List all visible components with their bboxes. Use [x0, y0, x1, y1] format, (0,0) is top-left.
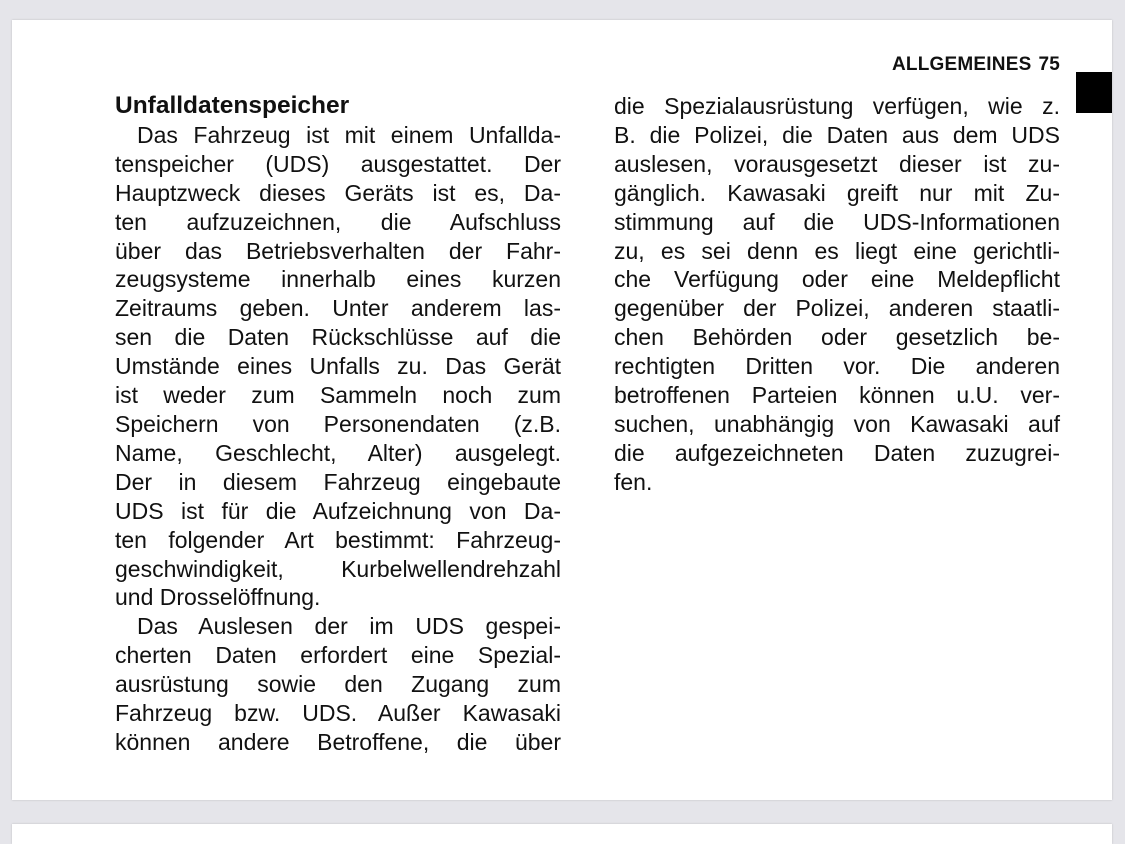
text-line: Der in diesem Fahrzeug eingebaute: [115, 468, 561, 495]
text-line: sen die Daten Rückschlüsse auf die: [115, 324, 561, 351]
text-line: suchen, unabhängig von Kawasaki auf: [614, 410, 1060, 437]
text-line: B. die Polizei, die Daten aus dem UDS: [614, 121, 1060, 148]
text-line: ausrüstung sowie den Zugang zum: [115, 671, 561, 698]
section-thumb-tab: [1076, 72, 1112, 113]
text-line: stimmung auf die UDS-Informationen: [614, 208, 1060, 235]
left-column: [115, 92, 561, 757]
paragraph-2-continued: [614, 92, 1060, 497]
text-line: gegenüber der Polizei, anderen staatli-: [614, 295, 1060, 322]
text-line: chen Behörden oder gesetzlich be-: [614, 324, 1060, 351]
text-line: können andere Betroffene, die über: [115, 728, 561, 755]
text-line: Das Fahrzeug ist mit einem Unfallda-: [137, 121, 561, 148]
next-page-edge: [12, 824, 1112, 844]
paragraph-1: [115, 121, 561, 612]
text-line: ten folgender Art bestimmt: Fahrzeug-: [115, 526, 561, 553]
text-line: ist weder zum Sammeln noch zum: [115, 382, 561, 409]
section-heading: Unfalldatenspeicher: [115, 92, 350, 119]
page-number: 75: [1038, 54, 1060, 75]
text-line: und Drosselöffnung.: [115, 584, 321, 611]
text-line: rechtigten Dritten vor. Die anderen: [614, 353, 1060, 380]
text-line: UDS ist für die Aufzeichnung von Da-: [115, 497, 561, 524]
text-line: zeugsysteme innerhalb eines kurzen: [115, 266, 561, 293]
text-line: die aufgezeichneten Daten zuzugrei-: [614, 439, 1060, 466]
text-line: cherten Daten erfordert eine Spezial-: [115, 642, 561, 669]
text-line: tenspeicher (UDS) ausgestattet. Der: [115, 150, 561, 177]
text-line: die Spezialausrüstung verfügen, wie z.: [614, 93, 1060, 119]
text-line: zu, es sei denn es liegt eine gerichtli-: [614, 237, 1060, 264]
text-line: Zeitraums geben. Unter anderem las-: [115, 295, 561, 322]
text-line: Umstände eines Unfalls zu. Das Gerät: [115, 353, 561, 380]
text-line: Das Auslesen der im UDS gespei-: [137, 613, 561, 640]
text-line: Hauptzweck dieses Geräts ist es, Da-: [115, 179, 561, 206]
paragraph-2: [115, 612, 561, 757]
text-line: geschwindigkeit, Kurbelwellendrehzahl: [115, 555, 561, 582]
text-line: betroffenen Parteien können u.U. ver-: [614, 382, 1060, 409]
text-line: fen.: [614, 468, 653, 495]
text-line: ten aufzuzeichnen, die Aufschluss: [115, 208, 561, 235]
running-header: [892, 54, 1060, 76]
text-line: auslesen, vorausgesetzt dieser ist zu-: [614, 150, 1060, 177]
text-line: über das Betriebsverhalten der Fahr-: [115, 237, 561, 264]
section-title: ALLGEMEINES: [892, 54, 1032, 75]
document-page: [12, 20, 1112, 800]
text-line: Name, Geschlecht, Alter) ausgelegt.: [115, 439, 561, 466]
text-line: Fahrzeug bzw. UDS. Außer Kawasaki: [115, 700, 561, 727]
text-line: Speichern von Personendaten (z.B.: [115, 410, 561, 437]
text-line: gänglich. Kawasaki greift nur mit Zu-: [614, 179, 1060, 206]
right-column: [614, 92, 1060, 497]
text-line: che Verfügung oder eine Meldepflicht: [614, 266, 1060, 293]
